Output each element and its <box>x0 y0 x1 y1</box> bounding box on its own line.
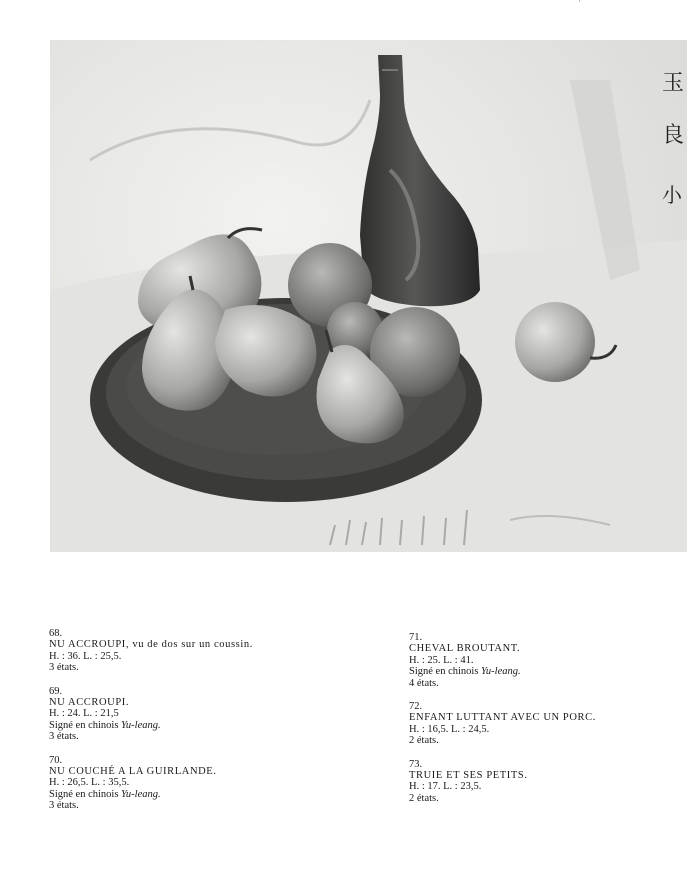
entry-states: 4 états. <box>409 677 439 689</box>
painted-signature <box>662 71 684 207</box>
signature-label: Signé en chinois <box>49 788 122 800</box>
signature-label: Signé en chinois <box>409 666 482 678</box>
entry-number: 70. <box>49 754 63 766</box>
entry-dimensions: H. : 36. L. : 25,5. <box>49 650 122 662</box>
entry-number: 69. <box>49 685 63 697</box>
entry-signature <box>49 789 349 800</box>
entry-dimensions: H. : 24. L. : 21,5 <box>49 708 119 720</box>
entry-number: 73. <box>409 758 423 770</box>
entry-dimensions: H. : 16,5. L. : 24,5. <box>409 723 490 735</box>
entry-title: CHEVAL BROUTANT. <box>409 643 521 655</box>
entry-title: NU COUCHÉ A LA GUIRLANDE. <box>49 766 217 778</box>
svg-text:良: 良 <box>662 123 685 148</box>
svg-text:小: 小 <box>662 183 682 207</box>
catalogue-entry-69 <box>49 686 349 743</box>
entry-number: 71. <box>409 632 423 643</box>
catalogue-entry-72 <box>409 701 687 747</box>
entry-states: 3 états. <box>49 731 79 743</box>
entry-states: 3 états. <box>49 662 79 674</box>
entry-signature <box>409 666 687 677</box>
catalogue-entry-71 <box>409 632 687 689</box>
entry-signature <box>49 720 349 731</box>
catalogue-entry-70 <box>49 755 349 812</box>
catalogue-entry-68 <box>49 628 349 674</box>
entry-dimensions: H. : 17. L. : 23,5. <box>409 781 482 793</box>
entry-title: ENFANT LUTTANT AVEC UN PORC. <box>409 712 596 724</box>
entry-number: 68. <box>49 628 63 639</box>
entry-title: NU ACCROUPI, vu de dos sur un coussin. <box>49 639 253 651</box>
entry-title: TRUIE ET SES PETITS. <box>409 770 528 782</box>
catalogue-entry-73 <box>409 759 687 805</box>
entry-title: NU ACCROUPI. <box>49 697 130 709</box>
signature-name: Yu-leang. <box>121 719 161 731</box>
entry-number: 72. <box>409 701 423 713</box>
entry-states: 3 états. <box>49 800 79 812</box>
entry-dimensions: H. : 26,5. L. : 35,5. <box>49 777 130 789</box>
catalogue-column-left <box>49 628 349 824</box>
entry-states: 2 états. <box>409 735 439 747</box>
entry-dimensions: H. : 25. L. : 41. <box>409 654 474 666</box>
catalogue-column-right <box>409 632 687 816</box>
signature-name: Yu-leang. <box>481 666 521 678</box>
signature-label: Signé en chinois <box>49 719 122 731</box>
svg-text:玉: 玉 <box>662 71 685 96</box>
still-life-painting <box>50 40 687 552</box>
signature-name: Yu-leang. <box>121 788 161 800</box>
entry-states: 2 états. <box>409 792 439 804</box>
